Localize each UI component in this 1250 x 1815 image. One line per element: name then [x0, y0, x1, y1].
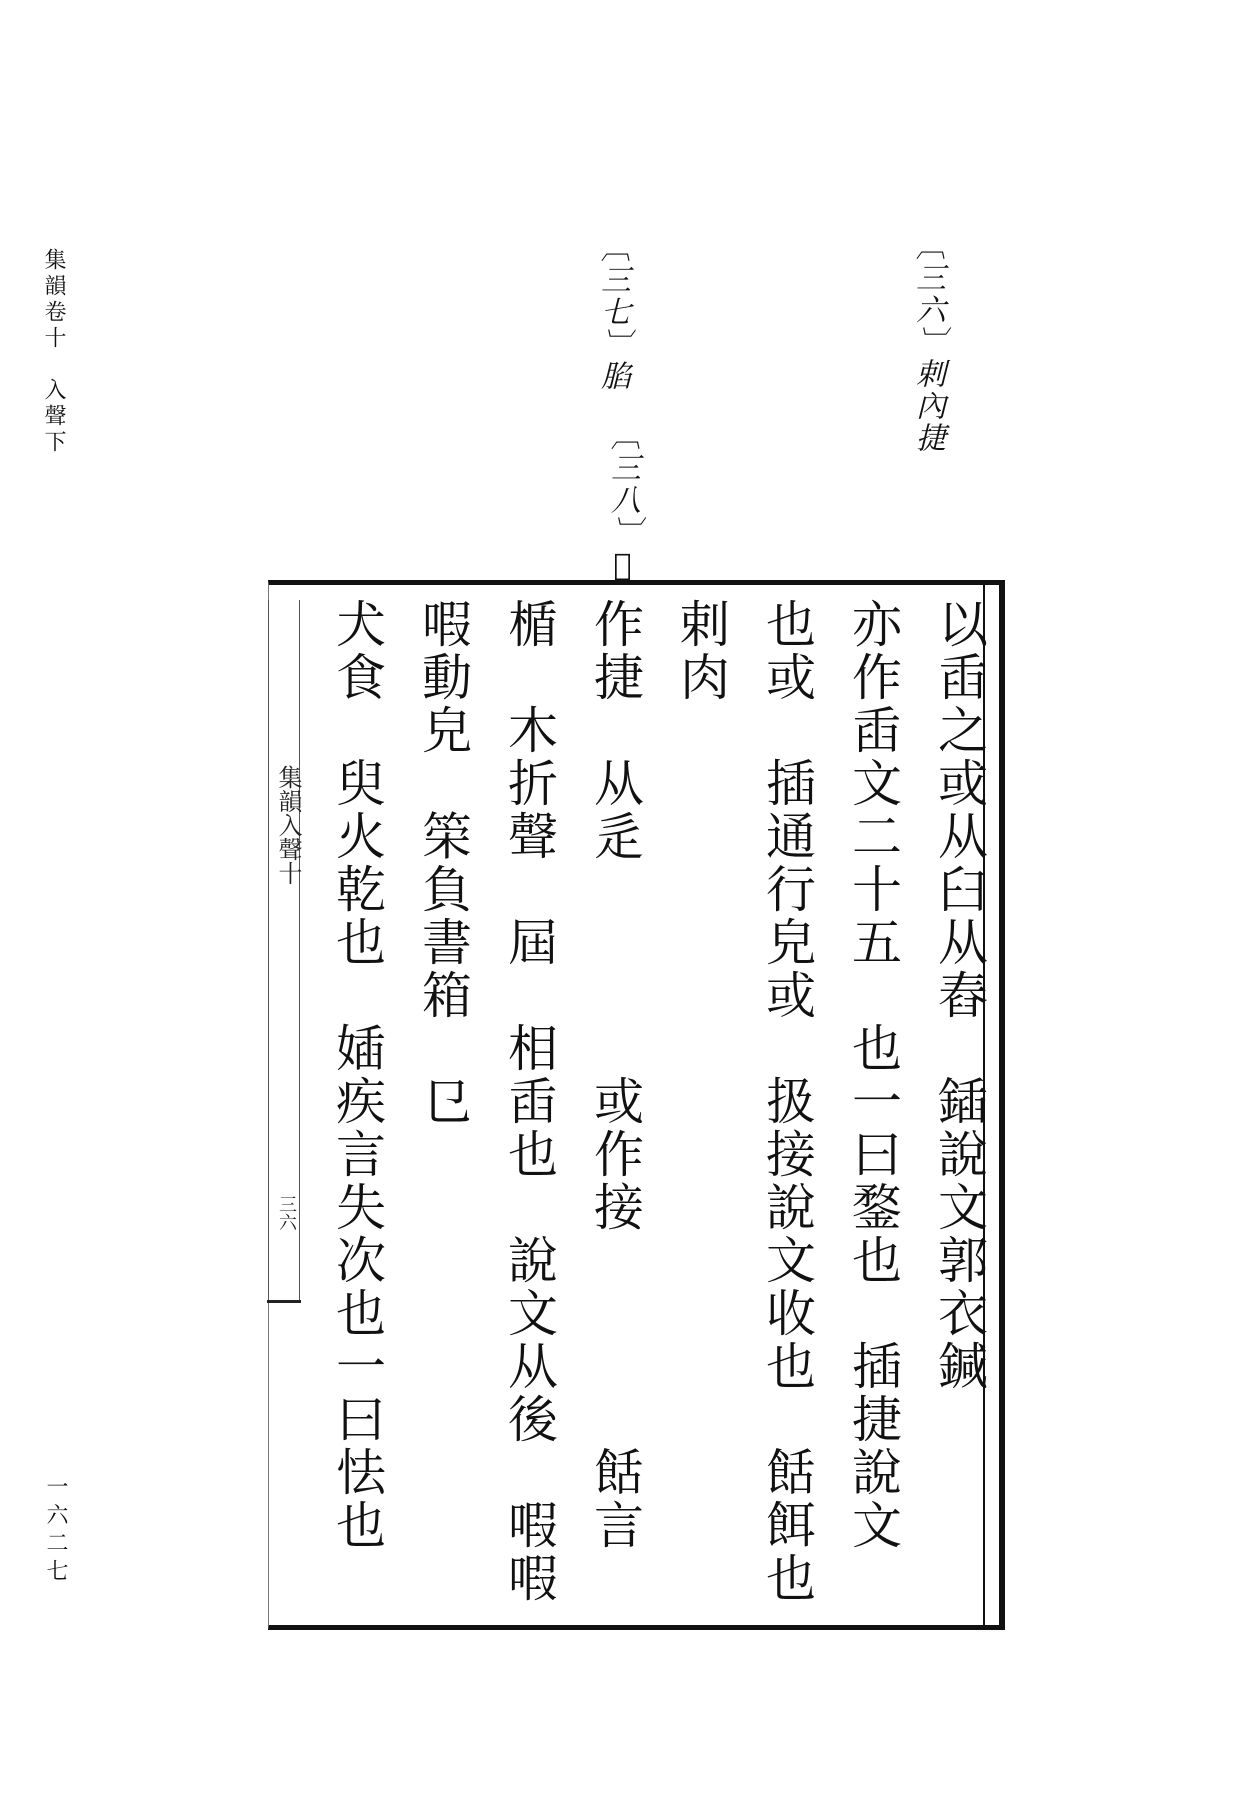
fold-margin-number: 三六 [276, 1195, 297, 1231]
text-column: 亦作臿文二十五 也一曰鍪也 插捷說文 [844, 598, 902, 1552]
text-column: 以臿之或从臼从舂 鍤說文郭衣鍼 [930, 598, 988, 1393]
running-title: 集韻卷十 入聲下 [41, 248, 66, 456]
fold-margin-title: 集韻入聲十 [274, 765, 302, 885]
main-text-columns [302, 598, 1002, 1608]
fold-fishtail-mark [267, 1300, 301, 1303]
fold-margin [268, 600, 300, 1300]
collation-note-38: 〔三八〕𠠽 [605, 420, 640, 585]
page-number: 一六二七 [43, 1475, 68, 1587]
text-column: 作捷 从辵 或作接 餂言 [586, 598, 644, 1552]
text-column: 也或 插通行皃或 扱接說文收也 餂餌也剌肉 [672, 598, 816, 1605]
collation-note-37: 〔三七〕䐄 [595, 232, 630, 392]
collation-note-36: 〔三六〕剌內捷 [910, 230, 945, 454]
text-column: 犬食 臾火乾也 㛼疾言失次也一曰怯也 [328, 598, 386, 1552]
text-column: 楯 木折聲 屆 相臿也 說文从後 㗇㗇㗇動皃 筞負書箱 㔾 [414, 598, 558, 1605]
